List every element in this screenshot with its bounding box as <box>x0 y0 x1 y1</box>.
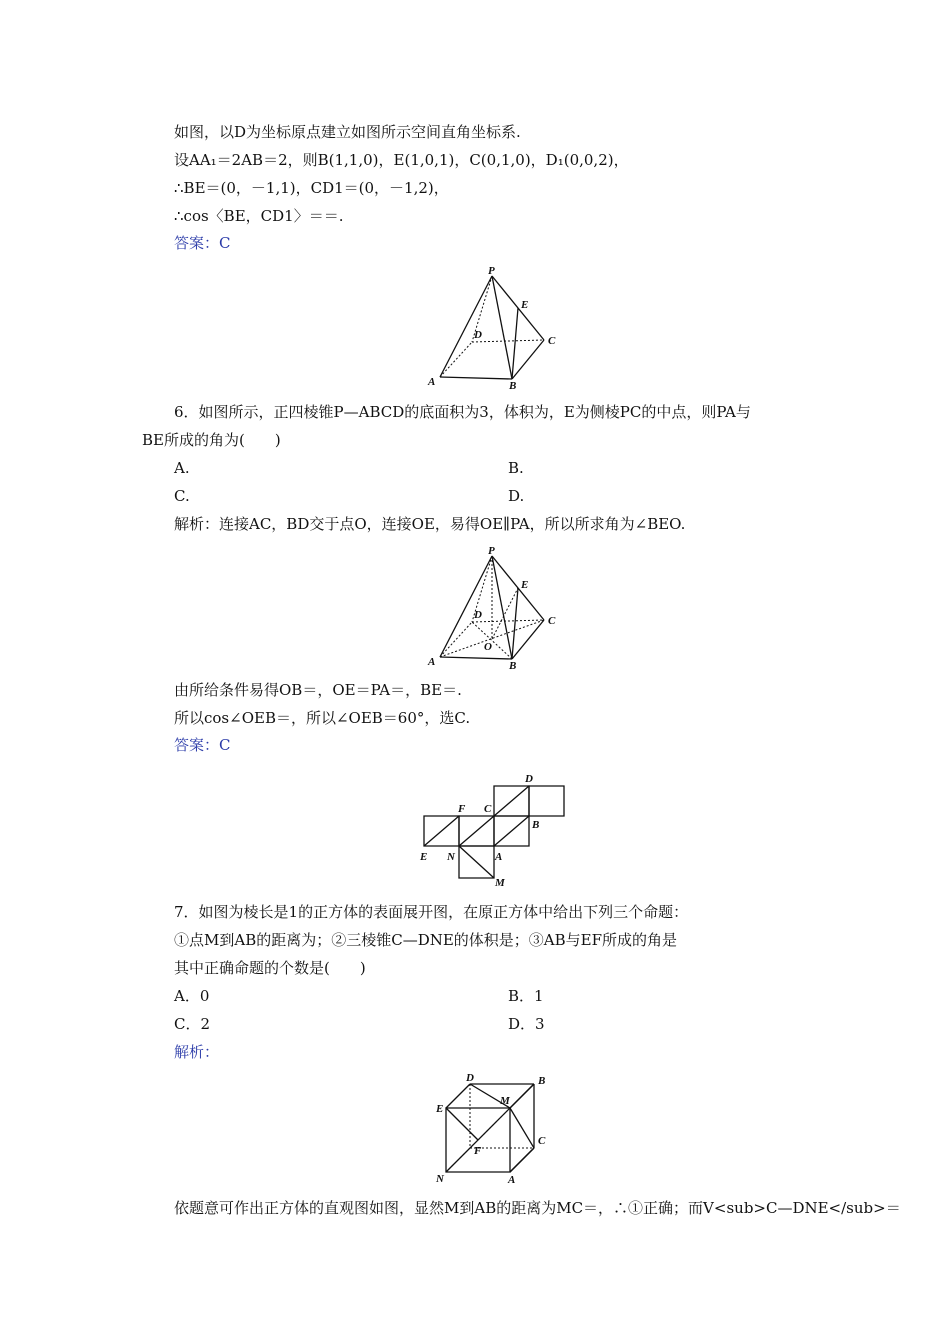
label-D: D <box>525 773 533 785</box>
diag <box>459 846 494 878</box>
label-A: A <box>495 851 503 863</box>
label-C: C <box>548 335 556 347</box>
label-D: D <box>474 609 482 621</box>
q7-option-b: B．1 <box>508 987 544 1005</box>
label-A: A <box>428 656 436 668</box>
edge-DC <box>472 620 544 622</box>
q7-stem-line-1: 7．如图为棱长是1的正方体的表面展开图，在原正方体中给出下列三个命题： <box>174 903 689 921</box>
label-C: C <box>484 803 492 815</box>
q7-analysis: 解析： <box>174 1043 220 1061</box>
q6-after-line-2: 所以cos∠OEB＝，所以∠OEB＝60°，选C. <box>174 709 471 727</box>
q6-option-c: C. <box>174 487 190 505</box>
label-M: M <box>500 1095 510 1107</box>
label-B: B <box>538 1075 546 1087</box>
q7-stem-line-2: ①点M到AB的距离为；②三棱锥C—DNE的体积是；③AB与EF所成的角是 <box>174 931 678 949</box>
net-square <box>529 786 564 816</box>
cube-figure <box>430 1070 560 1186</box>
edge-AB <box>440 657 512 659</box>
label-E: E <box>420 851 428 863</box>
label-A: A <box>428 376 436 388</box>
q7-option-c: C．2 <box>174 1015 211 1033</box>
label-F: F <box>474 1145 482 1157</box>
cube-net-figure <box>414 766 574 890</box>
label-P: P <box>488 265 495 277</box>
diag-EF <box>446 1108 478 1140</box>
q7-after-line-1: 依题意可作出正方体的直观图如图，显然M到AB的距离为MC＝，∴①正确；而V<sub>C—DNE</sub>＝ <box>174 1199 901 1217</box>
q6-option-d: D. <box>508 487 525 505</box>
edge-PA <box>440 276 492 377</box>
q6-option-a: A. <box>174 459 190 477</box>
q6-option-b: B. <box>508 459 524 477</box>
label-F: F <box>458 803 466 815</box>
q7-stem-line-3: 其中正确命题的个数是( ) <box>174 959 366 977</box>
label-D: D <box>474 329 482 341</box>
edge-BE <box>512 308 518 379</box>
edge-DC <box>472 340 544 342</box>
label-B: B <box>532 819 540 831</box>
q6-after-line-1: 由所给条件易得OB＝，OE＝PA＝，BE＝. <box>174 681 462 699</box>
q6-stem-line-2: BE所成的角为( ) <box>142 431 281 449</box>
label-P: P <box>488 545 495 557</box>
edge-PB <box>492 276 512 379</box>
diag-right <box>510 1108 534 1148</box>
edge-BC <box>512 340 544 379</box>
label-A: A <box>508 1174 516 1186</box>
label-B: B <box>509 660 517 672</box>
label-E: E <box>436 1103 444 1115</box>
label-C: C <box>548 615 556 627</box>
label-N: N <box>447 851 455 863</box>
q6-answer: 答案：C <box>174 736 231 754</box>
pyramid-diagonals-figure <box>420 542 570 672</box>
label-E: E <box>521 299 529 311</box>
q7-option-d: D．3 <box>508 1015 545 1033</box>
label-E: E <box>521 579 529 591</box>
prev-solution-line-4: ∴cos〈BE，CD1〉＝＝. <box>174 207 344 225</box>
label-N: N <box>436 1173 444 1185</box>
prev-solution-line-1: 如图，以D为坐标原点建立如图所示空间直角坐标系. <box>174 123 521 141</box>
diag-AC <box>510 1148 534 1172</box>
diag <box>494 816 529 846</box>
label-M: M <box>495 877 505 889</box>
diag <box>459 816 494 846</box>
q6-analysis: 解析：连接AC，BD交于点O，连接OE，易得OE∥PA，所以所求角为∠BEO. <box>174 515 686 533</box>
diag <box>494 786 529 816</box>
prev-solution-line-3: ∴BE＝(0，－1,1)，CD1＝(0，－1,2)， <box>174 179 449 197</box>
pyramid-figure <box>420 262 570 392</box>
edge-AB <box>440 377 512 379</box>
diag <box>424 816 459 846</box>
q7-option-a: A．0 <box>174 987 210 1005</box>
prev-solution-line-2: 设AA₁＝2AB＝2，则B(1,1,0)，E(1,0,1)，C(0,1,0)，D₁(0,0,2)， <box>174 151 629 169</box>
prev-answer: 答案：C <box>174 234 231 252</box>
edge-PB <box>492 556 512 659</box>
label-B: B <box>509 380 517 392</box>
label-O: O <box>484 641 492 653</box>
q6-stem-line-1: 6．如图所示，正四棱锥P—ABCD的底面积为3，体积为，E为侧棱PC的中点，则PA与 <box>174 403 751 421</box>
label-C: C <box>538 1135 546 1147</box>
label-D: D <box>466 1072 474 1084</box>
edge-top-left <box>446 1084 470 1108</box>
